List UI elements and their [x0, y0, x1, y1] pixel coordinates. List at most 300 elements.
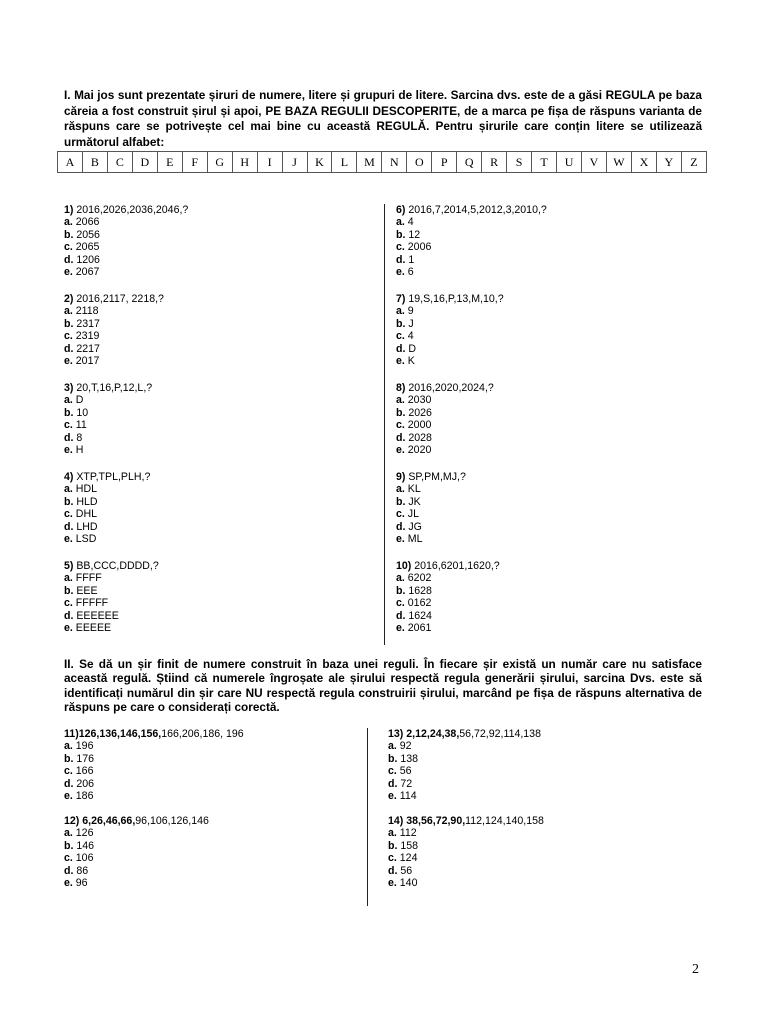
- answer-option: [396, 533, 466, 545]
- option-text: 2028: [405, 431, 432, 444]
- option-text: 2026: [405, 406, 432, 419]
- option-letter: c.: [64, 597, 73, 610]
- answer-option: [396, 585, 500, 597]
- answer-option: [396, 330, 504, 342]
- answer-option: [396, 216, 547, 228]
- option-letter: e.: [396, 355, 405, 368]
- option-letter: d.: [64, 864, 74, 877]
- option-letter: e.: [396, 622, 405, 635]
- option-letter: c.: [64, 330, 73, 343]
- option-text: 92: [396, 740, 412, 753]
- answer-option: [396, 610, 500, 622]
- option-letter: b.: [64, 752, 74, 765]
- option-letter: c.: [396, 241, 405, 254]
- option-letter: c.: [64, 765, 73, 778]
- section-1-instructions: I. Mai jos sunt prezentate șiruri de numere, litere și grupuri de litere. Sarcina dvs. este de a găsi REGULA pe baza căreia a fost construit șirul și apoi, PE BAZA REGULII DESCOPERITE, de a marca pe fișa de răspuns varianta de răspuns care se potrivește cel mai bine cu această REGULĂ. Pentru șirurile care conțin litere se utilizează următorul alfabet:: [64, 88, 702, 149]
- option-letter: b.: [396, 495, 406, 508]
- option-letter: d.: [396, 253, 406, 266]
- option-letter: a.: [64, 394, 73, 407]
- question-sequence: [64, 815, 209, 827]
- question-number: 9): [396, 471, 406, 483]
- option-letter: a.: [396, 483, 405, 496]
- option-text: FFFFF: [72, 597, 109, 610]
- column-divider: [367, 728, 368, 906]
- question: [388, 815, 544, 889]
- answer-option: [396, 305, 504, 317]
- option-letter: b.: [396, 406, 406, 419]
- option-text: 2056: [73, 228, 100, 241]
- question-number: 6): [396, 204, 406, 216]
- sequence-text: SP,PM,MJ,?: [405, 471, 466, 483]
- answer-option: [64, 318, 164, 330]
- option-text: 166: [72, 765, 94, 778]
- option-text: HDL: [72, 483, 97, 496]
- option-text: D: [405, 342, 417, 355]
- answer-option: [396, 266, 547, 278]
- alphabet-cell: X: [631, 152, 656, 173]
- question-sequence: [64, 382, 152, 394]
- option-letter: a.: [396, 216, 405, 229]
- alphabet-cell: L: [332, 152, 357, 173]
- question-number: 3): [64, 382, 74, 394]
- answer-option: [396, 508, 466, 520]
- answer-option: [396, 229, 547, 241]
- alphabet-cell: S: [507, 152, 532, 173]
- sequence-bold-part: 2,12,24,38,: [403, 728, 460, 740]
- option-text: 1206: [73, 253, 100, 266]
- option-text: 11: [72, 419, 87, 432]
- option-text: 56: [396, 765, 412, 778]
- option-text: JL: [404, 508, 419, 521]
- answer-option: [64, 241, 188, 253]
- question-sequence: [388, 728, 541, 740]
- option-text: 2118: [72, 305, 99, 318]
- option-letter: d.: [396, 431, 406, 444]
- question-sequence: [396, 293, 504, 305]
- answer-option: [64, 305, 164, 317]
- alphabet-cell: D: [132, 152, 157, 173]
- option-letter: d.: [388, 864, 398, 877]
- question-number: 12): [64, 815, 80, 827]
- answer-option: [64, 343, 164, 355]
- sequence-rest: 112,124,140,158: [465, 815, 544, 827]
- option-text: 2317: [73, 317, 100, 330]
- option-text: FFFF: [72, 572, 102, 585]
- option-text: 86: [73, 864, 89, 877]
- question: [64, 204, 188, 278]
- option-text: 96: [72, 877, 88, 890]
- answer-option: [64, 483, 150, 495]
- option-text: 138: [397, 752, 419, 765]
- answer-option: [64, 394, 152, 406]
- answer-option: [64, 407, 152, 419]
- option-letter: d.: [64, 520, 74, 533]
- sequence-text: XTP,TPL,PLH,?: [73, 471, 151, 483]
- option-text: 176: [73, 752, 95, 765]
- sequence-text: 2016,2020,2024,?: [405, 382, 494, 394]
- question-sequence: [396, 471, 466, 483]
- question-number: 11): [64, 728, 79, 740]
- answer-option: [388, 740, 541, 752]
- option-text: J: [405, 317, 414, 330]
- answer-option: [396, 483, 466, 495]
- option-letter: b.: [396, 317, 406, 330]
- answer-option: [64, 827, 209, 839]
- option-letter: e.: [64, 266, 73, 279]
- alphabet-cell: I: [257, 152, 282, 173]
- sequence-text: BB,CCC,DDDD,?: [73, 560, 159, 572]
- option-text: 56: [397, 864, 413, 877]
- option-letter: e.: [64, 355, 73, 368]
- option-text: LSD: [72, 533, 97, 546]
- question-number: 13): [388, 728, 404, 740]
- answer-option: [388, 840, 544, 852]
- option-text: 186: [72, 790, 94, 803]
- answer-option: [64, 229, 188, 241]
- option-letter: a.: [396, 305, 405, 318]
- sequence-text: 19,S,16,P,13,M,10,?: [405, 293, 504, 305]
- option-text: 8: [73, 431, 83, 444]
- option-text: HLD: [73, 495, 98, 508]
- alphabet-cell: E: [157, 152, 182, 173]
- option-text: EEEEEE: [73, 609, 119, 622]
- option-letter: e.: [64, 790, 73, 803]
- option-letter: d.: [64, 609, 74, 622]
- sequence-text: 2016,2026,2036,2046,?: [73, 204, 189, 216]
- page-number: 2: [692, 962, 699, 977]
- question-number: 8): [396, 382, 406, 394]
- option-text: 2000: [404, 419, 432, 432]
- option-letter: a.: [396, 394, 405, 407]
- alphabet-cell: C: [107, 152, 132, 173]
- alphabet-cell: P: [432, 152, 457, 173]
- question-sequence: [64, 728, 244, 740]
- answer-option: [396, 254, 547, 266]
- question: [64, 728, 244, 802]
- question: [396, 471, 466, 545]
- alphabet-table: [57, 151, 707, 173]
- answer-option: [396, 355, 504, 367]
- answer-option: [64, 585, 159, 597]
- option-text: JK: [405, 495, 421, 508]
- option-text: 1: [405, 253, 415, 266]
- answer-option: [396, 432, 494, 444]
- alphabet-cell: J: [282, 152, 307, 173]
- question-sequence: [396, 560, 500, 572]
- option-letter: c.: [396, 330, 405, 343]
- option-letter: c.: [64, 241, 73, 254]
- question: [64, 471, 150, 545]
- answer-option: [64, 508, 150, 520]
- answer-option: [64, 533, 150, 545]
- option-text: 140: [396, 877, 418, 890]
- option-text: 9: [404, 305, 414, 318]
- answer-option: [388, 877, 544, 889]
- option-letter: d.: [64, 253, 74, 266]
- alphabet-cell: O: [407, 152, 432, 173]
- option-text: 112: [396, 827, 417, 840]
- answer-option: [396, 444, 494, 456]
- sequence-text: 2016,6201,1620,?: [411, 560, 500, 572]
- answer-option: [396, 343, 504, 355]
- option-text: 6: [404, 266, 414, 279]
- alphabet-cell: V: [582, 152, 607, 173]
- answer-option: [396, 318, 504, 330]
- option-letter: e.: [396, 266, 405, 279]
- answer-option: [64, 765, 244, 777]
- option-letter: a.: [64, 572, 73, 585]
- answer-option: [64, 521, 150, 533]
- option-letter: a.: [388, 740, 397, 753]
- alphabet-cell: N: [382, 152, 407, 173]
- answer-option: [396, 394, 494, 406]
- answer-option: [388, 827, 544, 839]
- option-text: 2217: [73, 342, 100, 355]
- question: [396, 204, 547, 278]
- option-text: H: [72, 444, 84, 457]
- option-letter: e.: [64, 622, 73, 635]
- answer-option: [396, 572, 500, 584]
- option-text: 6202: [404, 572, 432, 585]
- alphabet-cell: B: [82, 152, 107, 173]
- alphabet-row: [58, 152, 707, 173]
- option-text: 72: [397, 777, 413, 790]
- question-number: 2): [64, 293, 74, 305]
- alphabet-cell: Y: [656, 152, 681, 173]
- option-text: KL: [404, 483, 421, 496]
- alphabet-cell: Q: [457, 152, 482, 173]
- answer-option: [64, 444, 152, 456]
- question-number: 1): [64, 204, 74, 216]
- sequence-bold-part: 126,136,146,156,: [78, 728, 162, 740]
- answer-option: [388, 765, 541, 777]
- sequence-text: 20,T,16,P,12,L,?: [73, 382, 153, 394]
- sequence-rest: 96,106,126,146: [135, 815, 209, 827]
- question-sequence: [64, 471, 150, 483]
- answer-option: [64, 622, 159, 634]
- sequence-bold-part: 38,56,72,90,: [403, 815, 466, 827]
- option-text: 146: [73, 839, 95, 852]
- alphabet-cell: K: [307, 152, 332, 173]
- answer-option: [64, 740, 244, 752]
- option-text: 10: [73, 406, 89, 419]
- question: [64, 815, 209, 889]
- option-letter: e.: [388, 790, 397, 803]
- option-letter: e.: [64, 877, 73, 890]
- option-text: 158: [397, 839, 419, 852]
- option-letter: a.: [64, 483, 73, 496]
- question-number: 7): [396, 293, 406, 305]
- question-number: 5): [64, 560, 74, 572]
- alphabet-cell: G: [207, 152, 232, 173]
- answer-option: [396, 241, 547, 253]
- sequence-rest: 166,206,186, 196: [161, 728, 244, 740]
- sequence-rest: 56,72,92,114,138: [459, 728, 541, 740]
- option-letter: a.: [64, 740, 73, 753]
- section-2-instructions: II. Se dă un șir finit de numere construit în baza unei reguli. În fiecare șir există un număr care nu satisface această regulă. Știind că numerele îngroșate ale șirului respectă regula generării șirului, sarcina Dvs. este să identificați numărul din șir care NU respectă regula construirii șirului, marcând pe fișa de răspuns alternativa de răspuns pe care o considerați corectă.: [64, 657, 702, 715]
- question-number: 4): [64, 471, 74, 483]
- option-letter: c.: [396, 508, 405, 521]
- option-letter: e.: [64, 444, 73, 457]
- question-sequence: [64, 560, 159, 572]
- answer-option: [64, 355, 164, 367]
- answer-option: [64, 216, 188, 228]
- question: [64, 382, 152, 456]
- option-text: LHD: [73, 520, 98, 533]
- question-sequence: [64, 293, 164, 305]
- question-sequence: [64, 204, 188, 216]
- question: [64, 560, 159, 634]
- option-text: 2319: [72, 330, 100, 343]
- option-letter: b.: [396, 228, 406, 241]
- question-sequence: [396, 382, 494, 394]
- sequence-text: 2016,2117, 2218,?: [73, 293, 164, 305]
- sequence-bold-part: 6,26,46,66,: [79, 815, 136, 827]
- alphabet-cell: A: [58, 152, 83, 173]
- answer-option: [64, 572, 159, 584]
- question: [388, 728, 541, 802]
- option-letter: b.: [64, 839, 74, 852]
- option-text: EEE: [73, 584, 98, 597]
- option-text: 2061: [404, 622, 432, 635]
- question: [396, 382, 494, 456]
- option-text: EEEEE: [72, 622, 112, 635]
- alphabet-cell: F: [182, 152, 207, 173]
- answer-option: [64, 865, 209, 877]
- option-letter: a.: [64, 216, 73, 229]
- option-letter: a.: [64, 827, 73, 840]
- question-sequence: [388, 815, 544, 827]
- option-text: DHL: [72, 508, 97, 521]
- option-text: 1628: [405, 584, 432, 597]
- option-letter: c.: [64, 508, 73, 521]
- option-text: ML: [404, 533, 423, 546]
- option-text: 4: [404, 216, 414, 229]
- answer-option: [64, 852, 209, 864]
- question: [64, 293, 164, 367]
- option-letter: c.: [396, 419, 405, 432]
- answer-option: [64, 840, 209, 852]
- option-text: 2020: [404, 444, 432, 457]
- option-letter: b.: [64, 495, 74, 508]
- answer-option: [64, 753, 244, 765]
- option-letter: e.: [396, 444, 405, 457]
- option-text: 2065: [72, 241, 100, 254]
- answer-option: [388, 778, 541, 790]
- answer-option: [388, 865, 544, 877]
- option-text: 206: [73, 777, 95, 790]
- alphabet-cell: W: [606, 152, 631, 173]
- sequence-text: 2016,7,2014,5,2012,3,2010,?: [405, 204, 547, 216]
- question: [396, 560, 500, 634]
- option-text: 2030: [404, 394, 432, 407]
- answer-option: [64, 790, 244, 802]
- question-number: 14): [388, 815, 404, 827]
- answer-option: [64, 496, 150, 508]
- option-text: 2017: [72, 355, 100, 368]
- option-text: 12: [405, 228, 421, 241]
- option-letter: b.: [64, 406, 74, 419]
- question-sequence: [396, 204, 547, 216]
- alphabet-cell: H: [232, 152, 257, 173]
- option-letter: d.: [396, 342, 406, 355]
- option-text: 106: [72, 852, 94, 865]
- option-letter: b.: [64, 317, 74, 330]
- answer-option: [64, 419, 152, 431]
- option-text: JG: [405, 520, 422, 533]
- answer-option: [64, 266, 188, 278]
- option-letter: d.: [388, 777, 398, 790]
- answer-option: [64, 610, 159, 622]
- option-text: 4: [404, 330, 414, 343]
- answer-option: [64, 330, 164, 342]
- option-text: 126: [72, 827, 94, 840]
- answer-option: [64, 877, 209, 889]
- answer-option: [388, 852, 544, 864]
- answer-option: [64, 778, 244, 790]
- answer-option: [388, 753, 541, 765]
- option-letter: e.: [388, 877, 397, 890]
- option-text: 2006: [404, 241, 432, 254]
- option-text: 2066: [72, 216, 100, 229]
- option-text: D: [72, 394, 84, 407]
- answer-option: [64, 432, 152, 444]
- option-text: 0162: [404, 597, 432, 610]
- option-text: 1624: [405, 609, 432, 622]
- answer-option: [64, 254, 188, 266]
- option-letter: d.: [64, 777, 74, 790]
- answer-option: [396, 597, 500, 609]
- option-letter: d.: [64, 342, 74, 355]
- alphabet-cell: Z: [681, 152, 706, 173]
- column-divider: [384, 204, 385, 645]
- option-letter: b.: [388, 839, 398, 852]
- question-number: 10): [396, 560, 412, 572]
- option-letter: a.: [64, 305, 73, 318]
- option-letter: d.: [396, 609, 406, 622]
- option-text: 114: [396, 790, 417, 803]
- option-letter: e.: [396, 533, 405, 546]
- option-letter: d.: [64, 431, 74, 444]
- answer-option: [64, 597, 159, 609]
- option-text: 196: [72, 740, 94, 753]
- option-letter: d.: [396, 520, 406, 533]
- option-letter: a.: [396, 572, 405, 585]
- answer-option: [388, 790, 541, 802]
- option-letter: a.: [388, 827, 397, 840]
- alphabet-cell: M: [357, 152, 382, 173]
- option-text: 124: [396, 852, 418, 865]
- answer-option: [396, 407, 494, 419]
- question: [396, 293, 504, 367]
- alphabet-cell: R: [482, 152, 507, 173]
- option-letter: c.: [64, 852, 73, 865]
- answer-option: [396, 419, 494, 431]
- option-letter: b.: [64, 584, 74, 597]
- option-letter: c.: [396, 597, 405, 610]
- alphabet-cell: T: [532, 152, 557, 173]
- answer-option: [396, 521, 466, 533]
- alphabet-cell: U: [557, 152, 582, 173]
- option-letter: c.: [64, 419, 73, 432]
- answer-option: [396, 496, 466, 508]
- option-letter: b.: [388, 752, 398, 765]
- option-letter: b.: [64, 228, 74, 241]
- option-letter: c.: [388, 765, 397, 778]
- option-letter: b.: [396, 584, 406, 597]
- option-letter: c.: [388, 852, 397, 865]
- option-text: 2067: [72, 266, 100, 279]
